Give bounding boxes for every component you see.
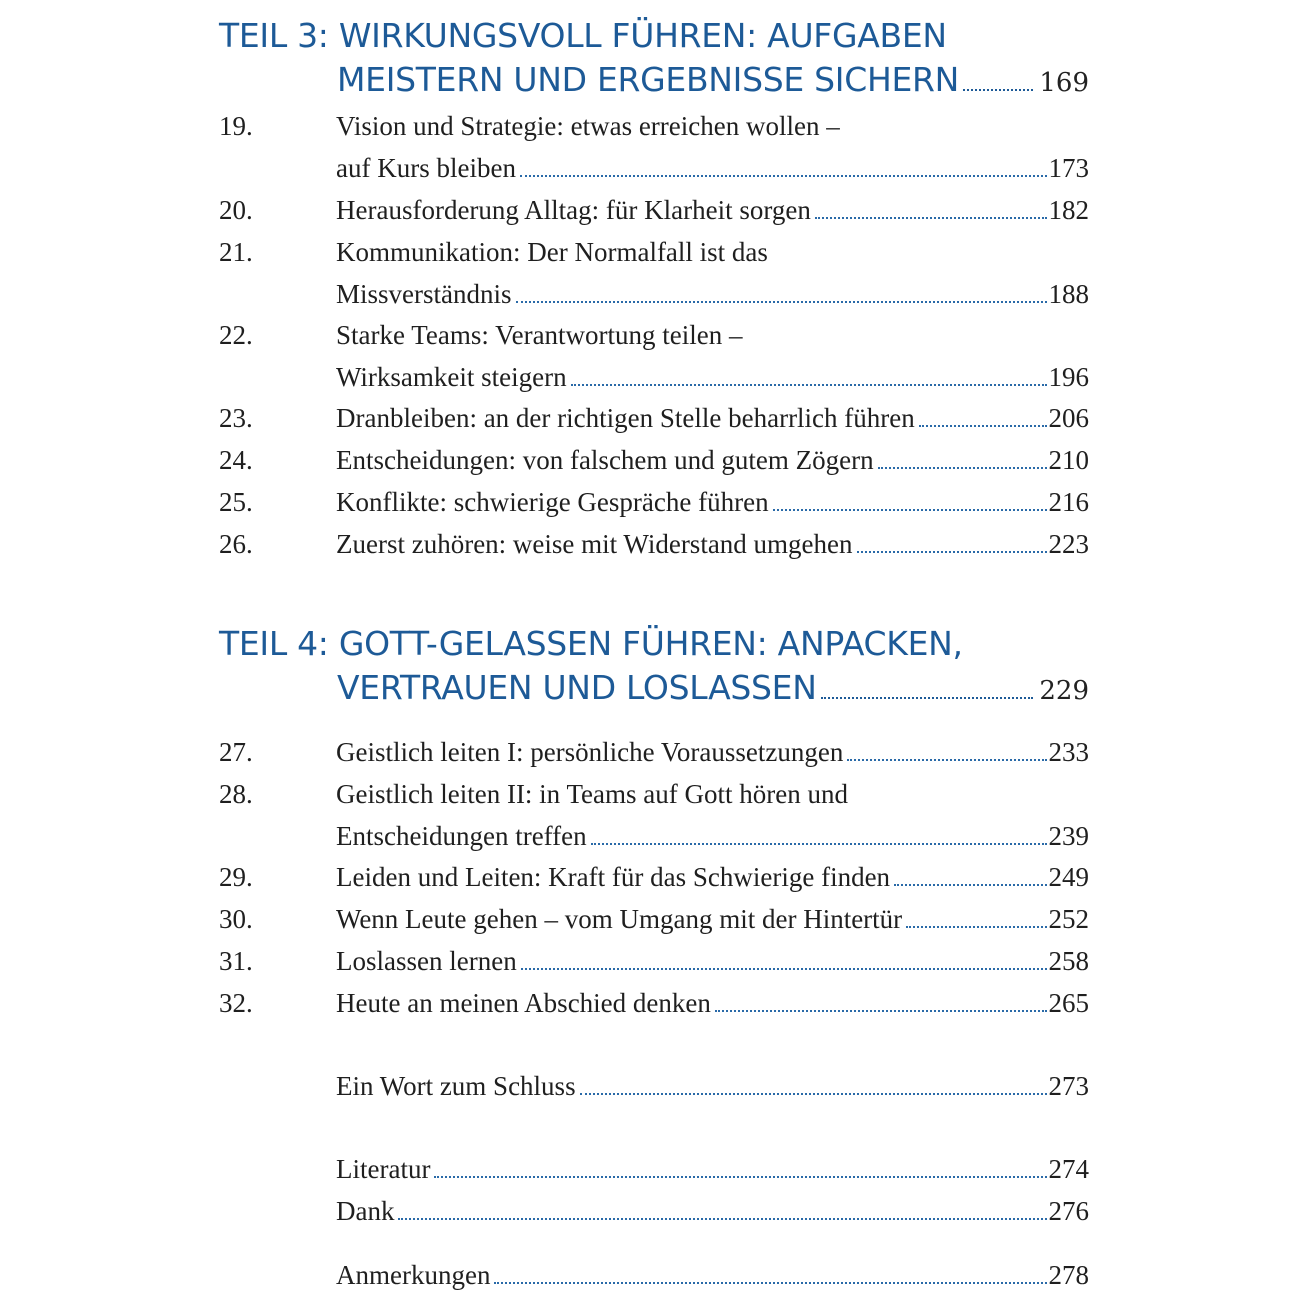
page-number: 173 [1048,153,1089,183]
chapter-title-line1: Kommunikation: Der Normalfall ist das [336,237,768,267]
dot-leader [591,843,1047,845]
dot-leader [857,551,1047,553]
dot-leader [773,509,1047,511]
page-number: 249 [1048,862,1089,892]
chapter-line [336,731,1089,773]
chapter-line [336,898,1089,940]
chapter-number: 26. [219,529,253,559]
dot-leader [894,884,1046,886]
page-number: 216 [1048,487,1089,517]
page-number: 188 [1048,279,1089,309]
dot-leader [571,384,1047,386]
dot-leader [815,217,1047,219]
page-number: 196 [1048,362,1089,392]
chapter-number: 25. [219,487,253,517]
chapter-number: 21. [219,237,253,267]
chapter-title: Leiden und Leiten: Kraft für das Schwierige finden [336,862,891,892]
chapter-number: 28. [219,779,253,809]
page-number: 239 [1048,821,1089,851]
chapter-line [336,1148,1089,1190]
chapter-number: 19. [219,111,253,141]
dot-leader [521,968,1047,970]
chapter-title: Entscheidungen: von falschem und gutem Zögern [336,445,874,475]
page-number: 169 [1039,68,1089,98]
chapter-title: Wirksamkeit steigern [336,362,567,392]
page-number: 210 [1048,445,1089,475]
part-heading-line2: MEISTERN UND ERGEBNISSE SICHERN [337,60,960,99]
page-number: 273 [1048,1071,1089,1101]
dot-leader [520,175,1047,177]
part-heading-line1: TEIL 4: GOTT-GELASSEN FÜHREN: ANPACKEN, [219,624,963,663]
chapter-title-line1: Starke Teams: Verantwortung teilen – [336,320,743,350]
chapter-title: Geistlich leiten I: persönliche Voraussetzungen [336,737,844,767]
chapter-line [336,815,1089,857]
dot-leader [715,1010,1047,1012]
dot-leader [494,1282,1046,1284]
chapter-title: Dranbleiben: an der richtigen Stelle beharrlich führen [336,403,915,433]
dot-leader [516,301,1047,303]
dot-leader [906,926,1046,928]
page-number: 229 [1039,676,1089,706]
chapter-title: Literatur [336,1154,431,1184]
chapter-number: 22. [219,320,253,350]
chapter-title: Loslassen lernen [336,946,517,976]
chapter-title-line1: Geistlich leiten II: in Teams auf Gott hören und [336,779,848,809]
chapter-title: Entscheidungen treffen [336,821,587,851]
chapter-title: Dank [336,1196,395,1226]
chapter-line [336,356,1089,398]
chapter-line [336,439,1089,481]
chapter-line [336,982,1089,1024]
chapter-line [336,1254,1089,1296]
chapter-number: 31. [219,946,253,976]
chapter-number: 20. [219,195,253,225]
dot-leader [847,759,1046,761]
part-heading-line2: VERTRAUEN UND LOSLASSEN [337,668,817,707]
dot-leader [580,1093,1047,1095]
chapter-title: Ein Wort zum Schluss [336,1071,576,1101]
chapter-title: Zuerst zuhören: weise mit Widerstand umgehen [336,529,853,559]
page-number: 206 [1048,403,1089,433]
chapter-line [336,147,1089,189]
chapter-line [336,481,1089,523]
page-number: 223 [1048,529,1089,559]
chapter-number: 32. [219,988,253,1018]
part-heading-line2-row [337,58,1089,105]
chapter-title: Anmerkungen [336,1260,491,1290]
chapter-title: Herausforderung Alltag: für Klarheit sorgen [336,195,811,225]
chapter-title: auf Kurs bleiben [336,153,516,183]
chapter-line [336,940,1089,982]
dot-leader [434,1176,1046,1178]
page-number: 233 [1048,737,1089,767]
dot-leader [878,467,1047,469]
page-number: 278 [1048,1260,1089,1290]
chapter-line [336,189,1089,231]
dot-leader [398,1218,1046,1220]
chapter-number: 24. [219,445,253,475]
chapter-number: 27. [219,737,253,767]
page-number: 252 [1048,904,1089,934]
chapter-line [336,397,1089,439]
chapter-number: 30. [219,904,253,934]
chapter-line [336,1190,1089,1232]
chapter-line [336,523,1089,565]
chapter-title: Heute an meinen Abschied denken [336,988,711,1018]
page-number: 182 [1048,195,1089,225]
chapter-title: Missverständnis [336,279,512,309]
part-heading-line1: TEIL 3: WIRKUNGSVOLL FÜHREN: AUFGABEN [219,16,947,55]
dot-leader [821,697,1034,699]
page-number: 258 [1048,946,1089,976]
dot-leader [963,89,1033,91]
chapter-number: 23. [219,403,253,433]
chapter-title: Konflikte: schwierige Gespräche führen [336,487,769,517]
chapter-title-line1: Vision und Strategie: etwas erreichen wollen – [336,111,840,141]
dot-leader [919,425,1047,427]
page-number: 274 [1048,1154,1089,1184]
chapter-line [336,856,1089,898]
chapter-line [336,1065,1089,1107]
chapter-title: Wenn Leute gehen – vom Umgang mit der Hintertür [336,904,903,934]
page-number: 265 [1048,988,1089,1018]
chapter-number: 29. [219,862,253,892]
page-number: 276 [1048,1196,1089,1226]
chapter-line [336,273,1089,315]
part-heading-line2-row [337,666,1089,713]
